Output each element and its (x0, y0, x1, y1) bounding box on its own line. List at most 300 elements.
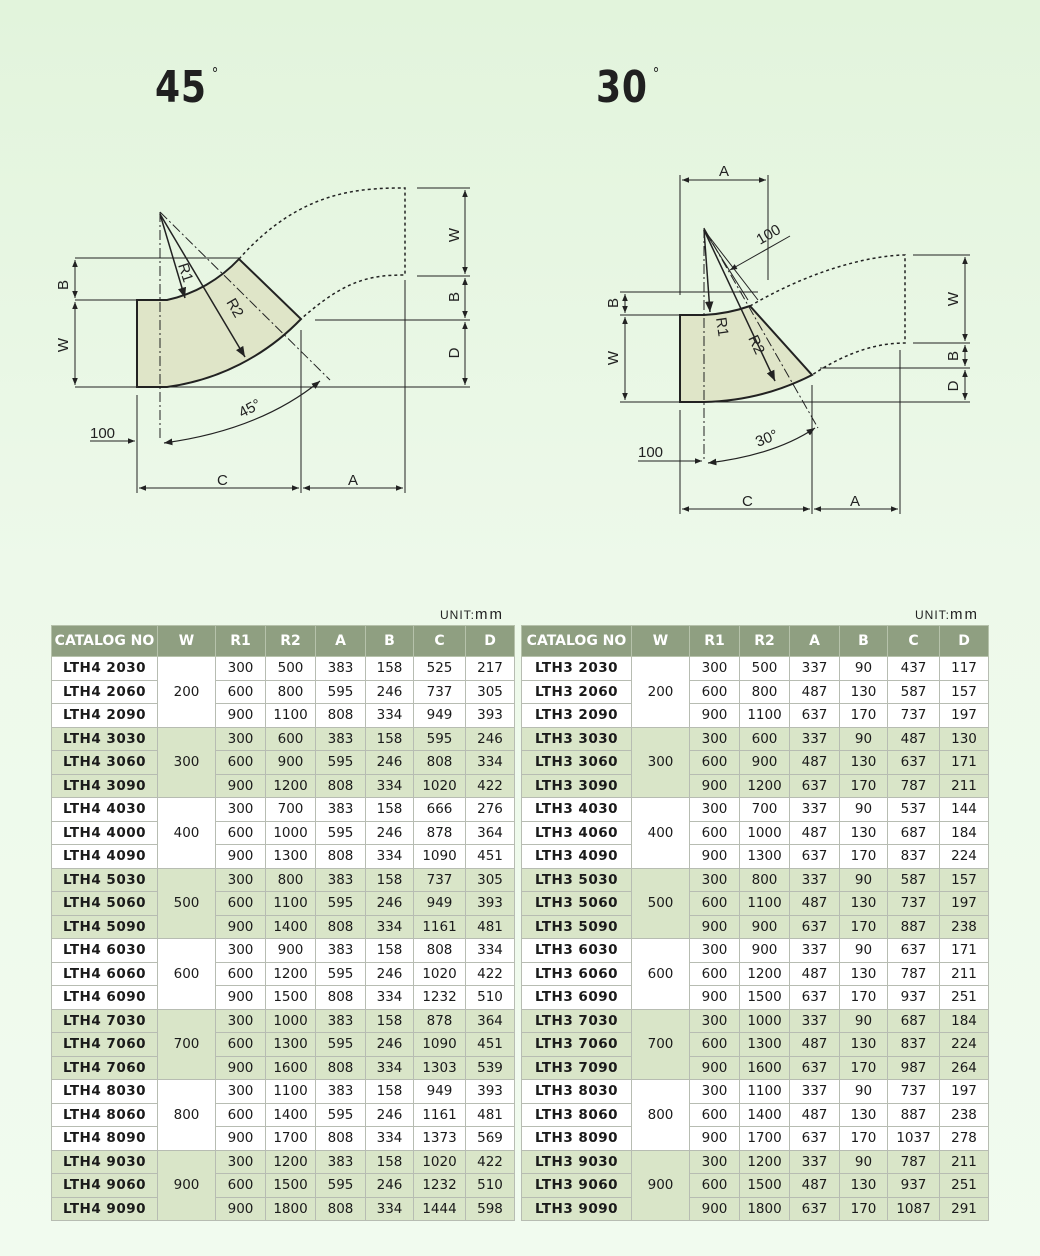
table-row (52, 704, 515, 728)
r1-cell: 600 (690, 751, 740, 775)
d-cell: 510 (466, 1174, 515, 1198)
table-row (52, 939, 515, 963)
d-cell: 224 (940, 845, 989, 869)
r1-cell: 300 (690, 868, 740, 892)
c-cell: 887 (888, 915, 940, 939)
d-cell: 211 (940, 1150, 989, 1174)
a-cell: 337 (790, 939, 840, 963)
width-cell: 700 (158, 1009, 216, 1080)
label-angle-30: 30° (753, 426, 781, 451)
r2-cell: 1500 (266, 986, 316, 1010)
c-cell: 737 (414, 868, 466, 892)
label-w-right-30: W (945, 291, 962, 307)
a-cell: 637 (790, 1056, 840, 1080)
a-cell: 808 (316, 986, 366, 1010)
table-header-row (522, 626, 989, 657)
r2-cell: 600 (740, 727, 790, 751)
b-cell: 246 (366, 1103, 414, 1127)
unit-label-right: UNIT:mm (915, 606, 979, 623)
c-cell: 1161 (414, 1103, 466, 1127)
table-row (52, 1197, 515, 1221)
b-cell: 246 (366, 751, 414, 775)
bend-shape-45 (137, 259, 301, 387)
r1-cell: 900 (216, 1056, 266, 1080)
r2-cell: 1200 (740, 962, 790, 986)
d-cell: 422 (466, 1150, 515, 1174)
catalog-number-cell: LTH4 5030 (52, 868, 158, 892)
catalog-number-cell: LTH3 2060 (522, 680, 632, 704)
table-row (52, 1009, 515, 1033)
b-cell: 170 (840, 986, 888, 1010)
r1-cell: 300 (690, 1009, 740, 1033)
r2-cell: 600 (266, 727, 316, 751)
d-cell: 305 (466, 680, 515, 704)
d-cell: 393 (466, 704, 515, 728)
c-cell: 937 (888, 986, 940, 1010)
c-cell: 525 (414, 657, 466, 681)
c-cell: 737 (888, 892, 940, 916)
header-c: C (888, 626, 940, 657)
r1-cell: 600 (690, 1103, 740, 1127)
r1-cell: 600 (216, 751, 266, 775)
c-cell: 987 (888, 1056, 940, 1080)
label-r1-30: R1 (712, 316, 732, 338)
r2-cell: 1100 (740, 1080, 790, 1104)
table-row (522, 845, 989, 869)
r2-cell: 800 (740, 680, 790, 704)
b-cell: 246 (366, 821, 414, 845)
spec-table-30 (521, 625, 989, 1221)
a-cell: 808 (316, 915, 366, 939)
c-cell: 949 (414, 704, 466, 728)
catalog-number-cell: LTH4 8090 (52, 1127, 158, 1151)
header-catalog-no: CATALOG NO (522, 626, 632, 657)
b-cell: 130 (840, 821, 888, 845)
r1-cell: 900 (690, 774, 740, 798)
d-cell: 364 (466, 1009, 515, 1033)
d-cell: 598 (466, 1197, 515, 1221)
r1-cell: 300 (216, 727, 266, 751)
b-cell: 90 (840, 727, 888, 751)
r2-cell: 500 (740, 657, 790, 681)
title-45-degree: 45 ° (155, 62, 220, 113)
a-cell: 487 (790, 680, 840, 704)
b-cell: 130 (840, 892, 888, 916)
b-cell: 334 (366, 986, 414, 1010)
d-cell: 264 (940, 1056, 989, 1080)
table-row (522, 704, 989, 728)
spec-table-45 (51, 625, 515, 1221)
catalog-number-cell: LTH3 9090 (522, 1197, 632, 1221)
b-cell: 246 (366, 1033, 414, 1057)
r1-cell: 600 (216, 1174, 266, 1198)
c-cell: 487 (888, 727, 940, 751)
table-row (522, 939, 989, 963)
c-cell: 837 (888, 845, 940, 869)
label-r1: R1 (174, 260, 197, 285)
r1-cell: 300 (216, 1009, 266, 1033)
width-cell: 500 (632, 868, 690, 939)
c-cell: 1090 (414, 845, 466, 869)
d-cell: 184 (940, 821, 989, 845)
catalog-number-cell: LTH4 2060 (52, 680, 158, 704)
a-cell: 595 (316, 962, 366, 986)
d-cell: 364 (466, 821, 515, 845)
catalog-number-cell: LTH4 6030 (52, 939, 158, 963)
catalog-number-cell: LTH3 4030 (522, 798, 632, 822)
b-cell: 334 (366, 845, 414, 869)
table-row (52, 1103, 515, 1127)
r1-cell: 300 (216, 939, 266, 963)
table-row (52, 1174, 515, 1198)
a-cell: 595 (316, 680, 366, 704)
catalog-number-cell: LTH3 3060 (522, 751, 632, 775)
table-row (522, 821, 989, 845)
catalog-number-cell: LTH4 5060 (52, 892, 158, 916)
catalog-number-cell: LTH4 3030 (52, 727, 158, 751)
c-cell: 737 (888, 1080, 940, 1104)
d-cell: 510 (466, 986, 515, 1010)
b-cell: 170 (840, 1056, 888, 1080)
b-cell: 158 (366, 798, 414, 822)
b-cell: 334 (366, 774, 414, 798)
header-b: B (840, 626, 888, 657)
c-cell: 1020 (414, 962, 466, 986)
catalog-number-cell: LTH3 2090 (522, 704, 632, 728)
c-cell: 1087 (888, 1197, 940, 1221)
header-w: W (158, 626, 216, 657)
unit-label-left: UNIT:mm (440, 606, 504, 623)
c-cell: 1037 (888, 1127, 940, 1151)
a-cell: 383 (316, 727, 366, 751)
b-cell: 130 (840, 1103, 888, 1127)
table-row (522, 1174, 989, 1198)
r1-cell: 600 (690, 680, 740, 704)
table-row (52, 868, 515, 892)
r2-cell: 900 (740, 751, 790, 775)
a-cell: 595 (316, 1103, 366, 1127)
catalog-number-cell: LTH3 4060 (522, 821, 632, 845)
c-cell: 837 (888, 1033, 940, 1057)
header-d: D (940, 626, 989, 657)
c-cell: 808 (414, 939, 466, 963)
r1-cell: 300 (216, 868, 266, 892)
table-row (52, 821, 515, 845)
label-a: A (348, 472, 359, 489)
header-a: A (790, 626, 840, 657)
a-cell: 487 (790, 962, 840, 986)
c-cell: 437 (888, 657, 940, 681)
a-cell: 595 (316, 751, 366, 775)
width-cell: 800 (158, 1080, 216, 1151)
table-row (522, 727, 989, 751)
r2-cell: 1100 (740, 892, 790, 916)
a-cell: 337 (790, 727, 840, 751)
b-cell: 90 (840, 798, 888, 822)
a-cell: 487 (790, 751, 840, 775)
r1-cell: 900 (690, 1197, 740, 1221)
a-cell: 487 (790, 892, 840, 916)
a-cell: 337 (790, 1080, 840, 1104)
catalog-number-cell: LTH4 2030 (52, 657, 158, 681)
r2-cell: 1100 (266, 892, 316, 916)
diagram-30 (605, 163, 970, 514)
r2-cell: 1500 (740, 986, 790, 1010)
c-cell: 687 (888, 821, 940, 845)
catalog-number-cell: LTH3 8030 (522, 1080, 632, 1104)
catalog-number-cell: LTH3 6060 (522, 962, 632, 986)
r2-cell: 1200 (266, 962, 316, 986)
table-row (522, 1033, 989, 1057)
b-cell: 158 (366, 939, 414, 963)
r2-cell: 1700 (740, 1127, 790, 1151)
b-cell: 90 (840, 939, 888, 963)
table-row (522, 1197, 989, 1221)
b-cell: 170 (840, 845, 888, 869)
bend-diagrams (0, 0, 1040, 560)
d-cell: 130 (940, 727, 989, 751)
catalog-number-cell: LTH4 3060 (52, 751, 158, 775)
title-30-degree: 30 ° (596, 62, 661, 113)
width-cell: 200 (632, 657, 690, 728)
catalog-number-cell: LTH3 5030 (522, 868, 632, 892)
table-row (522, 986, 989, 1010)
a-cell: 637 (790, 774, 840, 798)
a-cell: 808 (316, 1056, 366, 1080)
c-cell: 1232 (414, 986, 466, 1010)
catalog-number-cell: LTH3 4090 (522, 845, 632, 869)
d-cell: 238 (940, 915, 989, 939)
r1-cell: 900 (690, 845, 740, 869)
width-cell: 400 (632, 798, 690, 869)
catalog-number-cell: LTH4 8060 (52, 1103, 158, 1127)
width-cell: 300 (158, 727, 216, 798)
label-r2: R2 (222, 295, 247, 321)
catalog-number-cell: LTH3 7090 (522, 1056, 632, 1080)
r2-cell: 1300 (740, 845, 790, 869)
a-cell: 337 (790, 1150, 840, 1174)
c-cell: 637 (888, 939, 940, 963)
r1-cell: 900 (216, 915, 266, 939)
r2-cell: 1600 (740, 1056, 790, 1080)
d-cell: 238 (940, 1103, 989, 1127)
r2-cell: 1400 (266, 1103, 316, 1127)
a-cell: 383 (316, 1080, 366, 1104)
r2-cell: 900 (740, 915, 790, 939)
b-cell: 246 (366, 680, 414, 704)
r2-cell: 1600 (266, 1056, 316, 1080)
b-cell: 130 (840, 680, 888, 704)
r2-cell: 700 (740, 798, 790, 822)
catalog-number-cell: LTH4 7030 (52, 1009, 158, 1033)
a-cell: 487 (790, 1033, 840, 1057)
b-cell: 158 (366, 727, 414, 751)
catalog-number-cell: LTH3 9060 (522, 1174, 632, 1198)
catalog-number-cell: LTH4 8030 (52, 1080, 158, 1104)
a-cell: 595 (316, 892, 366, 916)
b-cell: 170 (840, 774, 888, 798)
r2-cell: 900 (266, 751, 316, 775)
b-cell: 334 (366, 1056, 414, 1080)
r1-cell: 900 (216, 774, 266, 798)
table-row (52, 962, 515, 986)
label-angle: 45° (235, 395, 264, 422)
c-cell: 1020 (414, 1150, 466, 1174)
b-cell: 158 (366, 1150, 414, 1174)
b-cell: 90 (840, 1080, 888, 1104)
a-cell: 383 (316, 868, 366, 892)
d-cell: 117 (940, 657, 989, 681)
d-cell: 393 (466, 892, 515, 916)
r2-cell: 1300 (740, 1033, 790, 1057)
catalog-number-cell: LTH3 6090 (522, 986, 632, 1010)
c-cell: 1444 (414, 1197, 466, 1221)
catalog-number-cell: LTH3 3030 (522, 727, 632, 751)
b-cell: 334 (366, 1197, 414, 1221)
d-cell: 481 (466, 1103, 515, 1127)
d-cell: 334 (466, 751, 515, 775)
table-row (52, 680, 515, 704)
r2-cell: 1500 (266, 1174, 316, 1198)
r2-cell: 1000 (740, 821, 790, 845)
a-cell: 383 (316, 939, 366, 963)
c-cell: 687 (888, 1009, 940, 1033)
catalog-number-cell: LTH4 5090 (52, 915, 158, 939)
table-row (522, 1056, 989, 1080)
c-cell: 887 (888, 1103, 940, 1127)
a-cell: 337 (790, 798, 840, 822)
label-100: 100 (90, 425, 116, 442)
r2-cell: 1100 (740, 704, 790, 728)
label-c-30: C (742, 493, 753, 510)
a-cell: 595 (316, 1174, 366, 1198)
table-row (52, 774, 515, 798)
c-cell: 1090 (414, 1033, 466, 1057)
table-row (52, 751, 515, 775)
b-cell: 158 (366, 868, 414, 892)
catalog-number-cell: LTH4 7060 (52, 1033, 158, 1057)
a-cell: 637 (790, 704, 840, 728)
b-cell: 170 (840, 915, 888, 939)
table-row (52, 1080, 515, 1104)
c-cell: 737 (414, 680, 466, 704)
table-row (52, 845, 515, 869)
table-row (52, 657, 515, 681)
a-cell: 337 (790, 1009, 840, 1033)
b-cell: 90 (840, 1009, 888, 1033)
width-cell: 900 (158, 1150, 216, 1221)
d-cell: 278 (940, 1127, 989, 1151)
r2-cell: 1800 (266, 1197, 316, 1221)
d-cell: 276 (466, 798, 515, 822)
r1-cell: 900 (216, 986, 266, 1010)
header-c: C (414, 626, 466, 657)
a-cell: 383 (316, 1009, 366, 1033)
d-cell: 197 (940, 1080, 989, 1104)
r1-cell: 300 (216, 1150, 266, 1174)
header-a: A (316, 626, 366, 657)
table-row (52, 1150, 515, 1174)
c-cell: 787 (888, 774, 940, 798)
d-cell: 422 (466, 774, 515, 798)
table-row (522, 962, 989, 986)
b-cell: 90 (840, 868, 888, 892)
b-cell: 170 (840, 1197, 888, 1221)
header-w: W (632, 626, 690, 657)
width-cell: 300 (632, 727, 690, 798)
catalog-number-cell: LTH4 6060 (52, 962, 158, 986)
label-w-left-30: W (605, 350, 622, 366)
width-cell: 900 (632, 1150, 690, 1221)
a-cell: 337 (790, 657, 840, 681)
header-r2: R2 (740, 626, 790, 657)
a-cell: 637 (790, 1197, 840, 1221)
r2-cell: 500 (266, 657, 316, 681)
table-row (52, 1127, 515, 1151)
d-cell: 157 (940, 868, 989, 892)
table-row (522, 1103, 989, 1127)
b-cell: 334 (366, 704, 414, 728)
table-row (522, 774, 989, 798)
header-r1: R1 (216, 626, 266, 657)
r1-cell: 900 (216, 704, 266, 728)
r1-cell: 600 (690, 1033, 740, 1057)
r2-cell: 1800 (740, 1197, 790, 1221)
c-cell: 808 (414, 751, 466, 775)
table-row (522, 1150, 989, 1174)
width-cell: 700 (632, 1009, 690, 1080)
table-row (522, 1080, 989, 1104)
b-cell: 130 (840, 1174, 888, 1198)
d-cell: 422 (466, 962, 515, 986)
d-cell: 157 (940, 680, 989, 704)
r1-cell: 900 (690, 986, 740, 1010)
width-cell: 400 (158, 798, 216, 869)
r2-cell: 1200 (740, 774, 790, 798)
r2-cell: 1300 (266, 1033, 316, 1057)
d-cell: 184 (940, 1009, 989, 1033)
r1-cell: 600 (216, 1103, 266, 1127)
d-cell: 224 (940, 1033, 989, 1057)
r2-cell: 1400 (740, 1103, 790, 1127)
catalog-number-cell: LTH3 3090 (522, 774, 632, 798)
c-cell: 1303 (414, 1056, 466, 1080)
r2-cell: 1200 (740, 1150, 790, 1174)
table-row (52, 915, 515, 939)
catalog-number-cell: LTH3 5060 (522, 892, 632, 916)
r2-cell: 1700 (266, 1127, 316, 1151)
c-cell: 537 (888, 798, 940, 822)
r2-cell: 1100 (266, 704, 316, 728)
d-cell: 481 (466, 915, 515, 939)
c-cell: 1020 (414, 774, 466, 798)
r1-cell: 300 (690, 1150, 740, 1174)
b-cell: 130 (840, 1033, 888, 1057)
r2-cell: 1000 (740, 1009, 790, 1033)
r2-cell: 700 (266, 798, 316, 822)
a-cell: 808 (316, 1127, 366, 1151)
r1-cell: 600 (690, 962, 740, 986)
d-cell: 211 (940, 962, 989, 986)
width-cell: 600 (158, 939, 216, 1010)
label-d-30: D (945, 380, 962, 392)
r2-cell: 1400 (266, 915, 316, 939)
a-cell: 595 (316, 1033, 366, 1057)
catalog-number-cell: LTH4 7060 (52, 1056, 158, 1080)
b-cell: 170 (840, 704, 888, 728)
r2-cell: 1200 (266, 1150, 316, 1174)
r2-cell: 1100 (266, 1080, 316, 1104)
